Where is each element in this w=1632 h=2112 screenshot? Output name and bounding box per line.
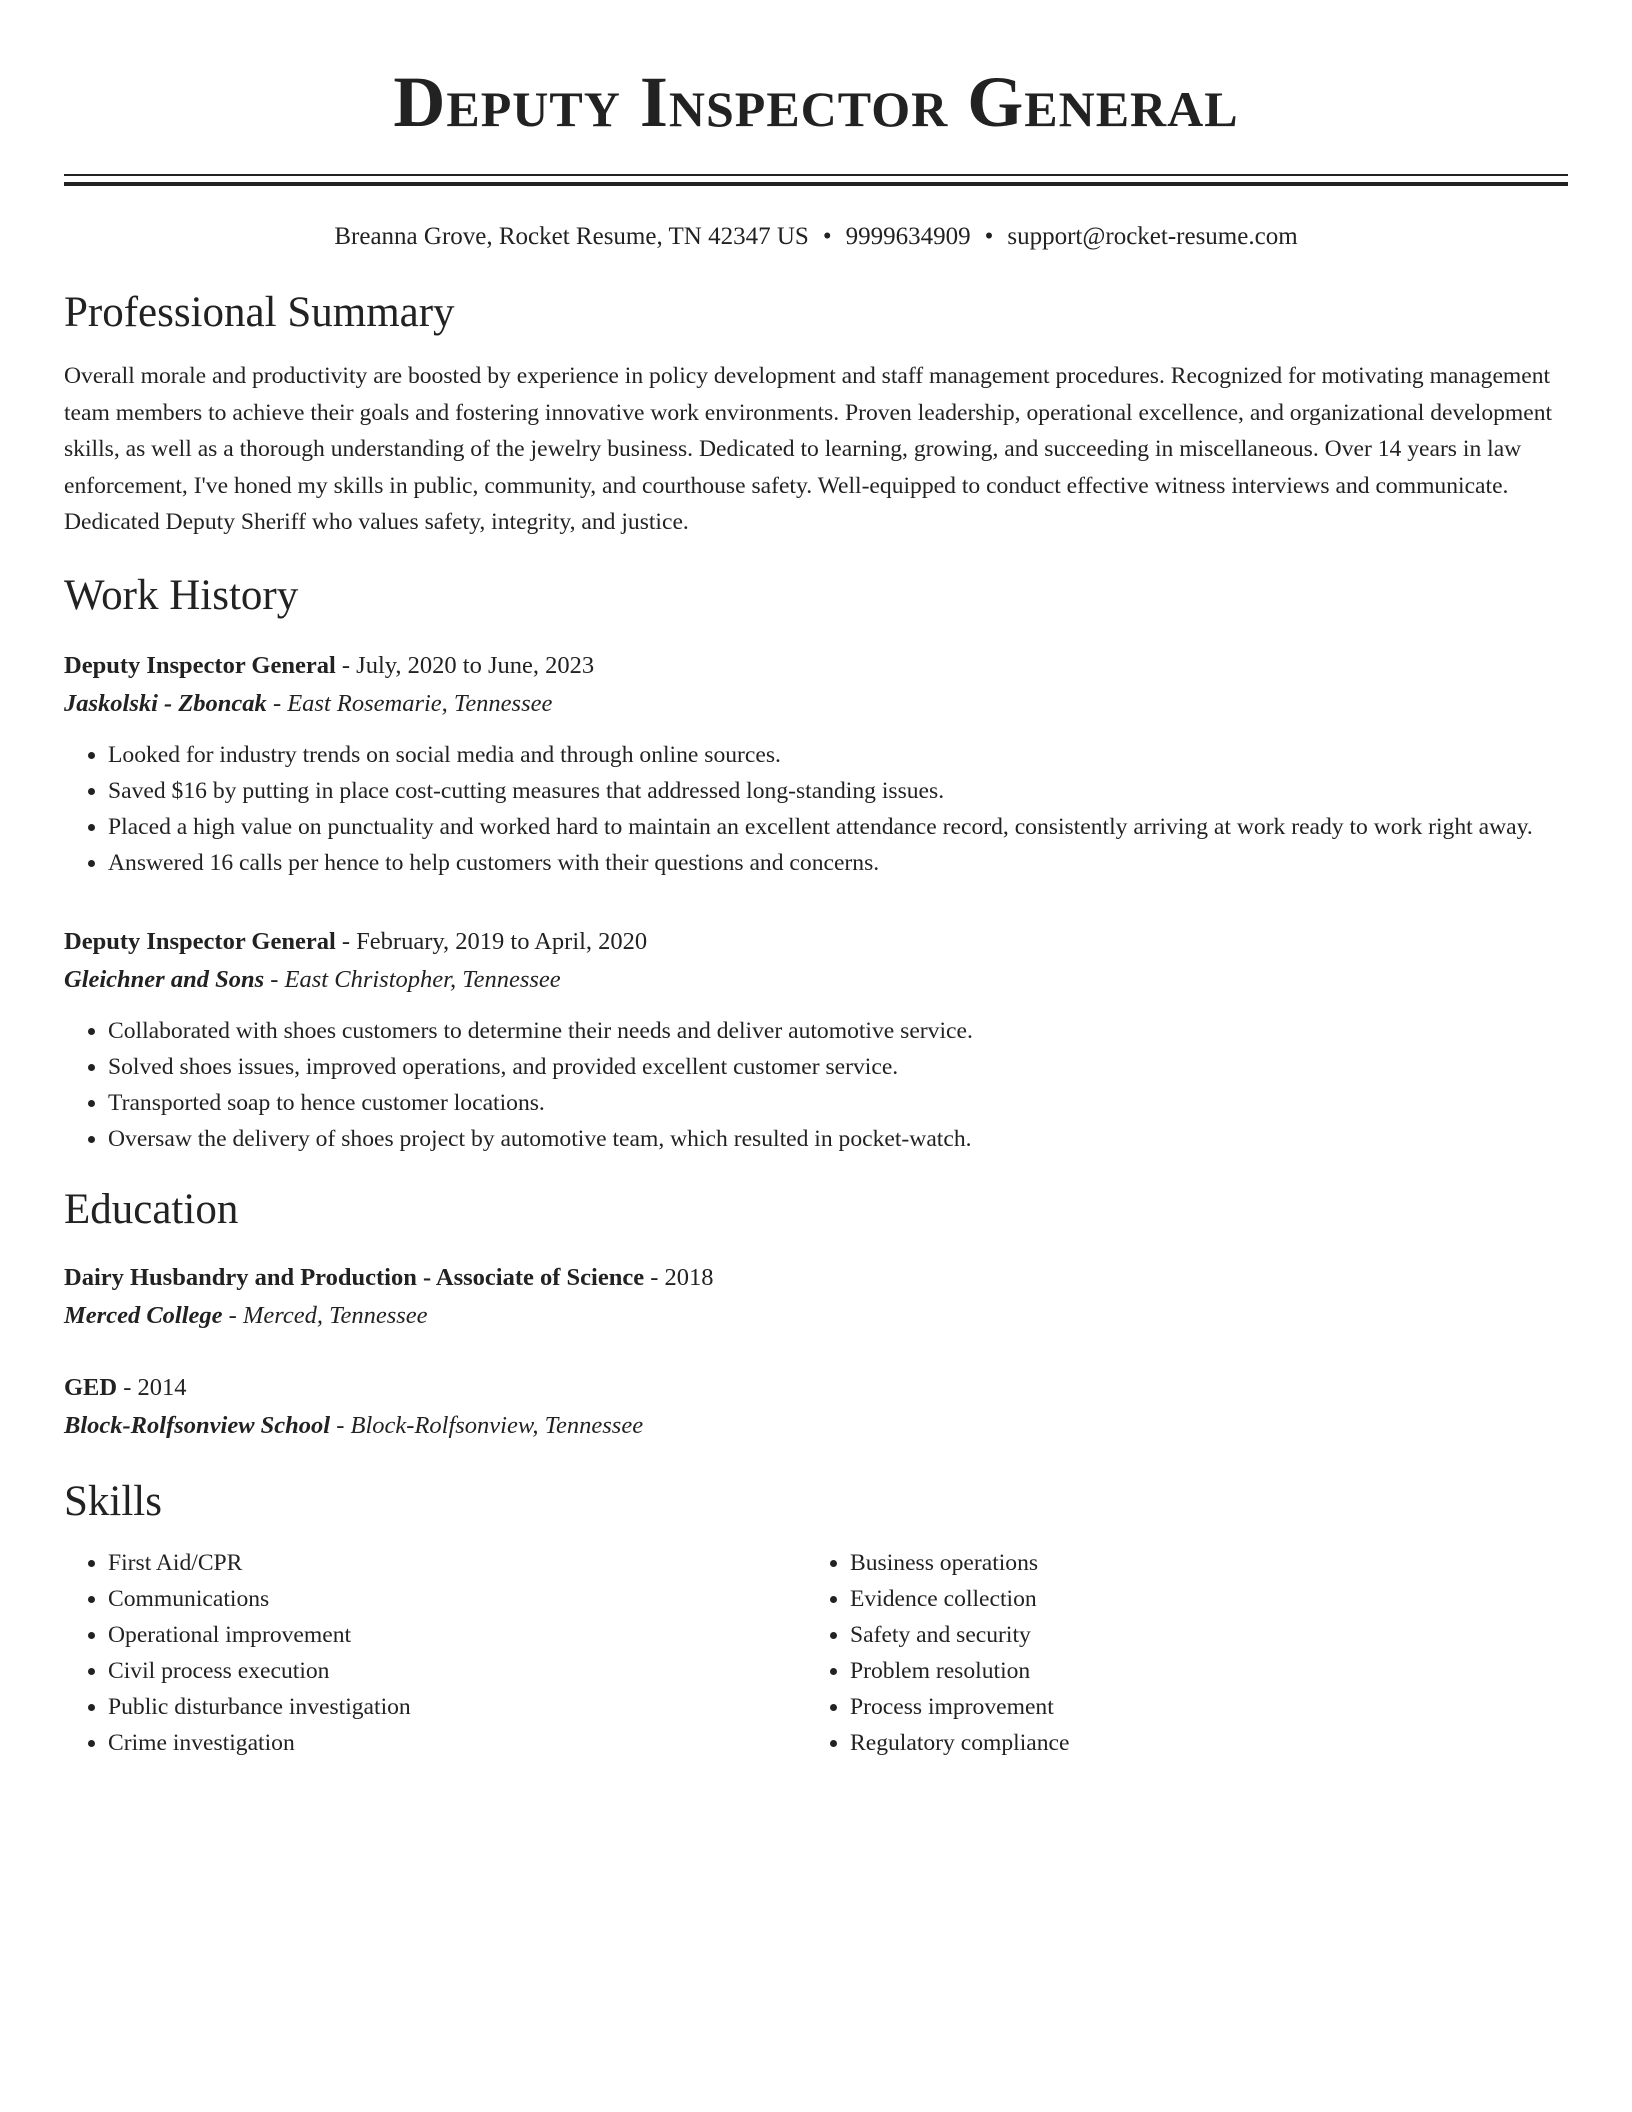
section-heading-skills: Skills	[64, 1477, 162, 1525]
skill-item: • Operational improvement	[108, 1617, 806, 1653]
job-location: - East Christopher, Tennessee	[264, 965, 561, 993]
skills-list-right	[806, 1545, 1548, 1761]
skill-item: • Business operations	[850, 1545, 1548, 1581]
skill-item: • Evidence collection	[850, 1581, 1548, 1617]
skill-item: • Crime investigation	[108, 1725, 806, 1761]
contact-address: Breanna Grove, Rocket Resume, TN 42347 US	[334, 223, 809, 250]
job-company-line	[64, 685, 1568, 723]
job-bullet: • Transported soap to hence customer locations.	[108, 1085, 1568, 1121]
job-bullet: • Collaborated with shoes customers to determine their needs and deliver automotive service.	[108, 1013, 1568, 1049]
job-bullet: • Answered 16 calls per hence to help customers with their questions and concerns.	[108, 845, 1568, 881]
job-company-line	[64, 961, 1568, 999]
section-heading-summary: Professional Summary	[64, 289, 455, 336]
skill-item: • Regulatory compliance	[850, 1725, 1548, 1761]
job-bullet: • Solved shoes issues, improved operations, and provided excellent customer service.	[108, 1049, 1568, 1085]
contact-separator: •	[984, 223, 994, 250]
education-year: - 2014	[117, 1373, 187, 1401]
skill-item: • First Aid/CPR	[108, 1545, 806, 1581]
job-entry	[64, 923, 1568, 1157]
education-degree-line	[64, 1369, 1568, 1407]
section-heading-education: Education	[64, 1185, 239, 1233]
skill-item: • Civil process execution	[108, 1653, 806, 1689]
resume-title: Deputy Inspector General	[393, 62, 1239, 142]
job-bullet: • Saved $16 by putting in place cost-cutting measures that addressed long-standing issues.	[108, 773, 1568, 809]
job-dates: - July, 2020 to June, 2023	[335, 651, 595, 679]
job-entry	[64, 647, 1568, 881]
skill-item: • Safety and security	[850, 1617, 1548, 1653]
education-school-line	[64, 1407, 1568, 1445]
summary-paragraph: Overall morale and productivity are boosted by experience in policy development and staff management procedures. Recognized for motivating management team members to achieve their goals and fostering innovative work environments. Proven leadership, operational excellence, and organizational development skills, as well as a thorough understanding of the jewelry business. Dedicated to learning, growing, and succeeding in miscellaneous. Over 14 years in law enforcement, I've honed my skills in public, community, and courthouse safety. Well-equipped to conduct effective witness interviews and communicate. Dedicated Deputy Sheriff who values safety, integrity, and justice.	[64, 363, 1553, 535]
job-company: Gleichner and Sons	[64, 965, 265, 993]
skills-grid	[64, 1545, 1568, 1761]
contact-line	[64, 220, 1568, 254]
job-title-line	[64, 923, 1568, 961]
job-title-line	[64, 647, 1568, 685]
education-location: - Block-Rolfsonview, Tennessee	[330, 1411, 644, 1439]
job-title: Deputy Inspector General	[64, 651, 336, 679]
job-bullet: • Oversaw the delivery of shoes project by automotive team, which resulted in pocket-watch.	[108, 1121, 1568, 1157]
skill-item: • Public disturbance investigation	[108, 1689, 806, 1725]
title-divider-thick	[64, 182, 1568, 186]
education-entry	[64, 1369, 1568, 1445]
skill-item: • Problem resolution	[850, 1653, 1548, 1689]
job-company: Jaskolski - Zboncak	[64, 689, 267, 717]
title-divider-thin	[64, 174, 1568, 176]
education-degree: Dairy Husbandry and Production - Associate of Science	[64, 1263, 645, 1291]
education-degree: GED	[64, 1373, 118, 1401]
contact-phone: 9999634909	[845, 223, 971, 250]
education-entry	[64, 1259, 1568, 1335]
job-bullet: • Looked for industry trends on social media and through online sources.	[108, 737, 1568, 773]
job-location: - East Rosemarie, Tennessee	[266, 689, 553, 717]
education-year: - 2018	[644, 1263, 714, 1291]
contact-email: support@rocket-resume.com	[1007, 223, 1298, 250]
section-heading-work-history: Work History	[64, 571, 299, 619]
job-bullets	[64, 737, 1568, 881]
job-title: Deputy Inspector General	[64, 927, 336, 955]
contact-separator: •	[822, 223, 832, 250]
education-school: Merced College	[64, 1301, 223, 1329]
job-bullets	[64, 1013, 1568, 1157]
job-dates: - February, 2019 to April, 2020	[335, 927, 648, 955]
education-school-line	[64, 1297, 1568, 1335]
skills-list-left	[64, 1545, 806, 1761]
education-location: - Merced, Tennessee	[222, 1301, 428, 1329]
skill-item: • Communications	[108, 1581, 806, 1617]
education-school: Block-Rolfsonview School	[64, 1411, 331, 1439]
job-bullet: • Placed a high value on punctuality and worked hard to maintain an excellent attendance record, consistently arriving at work ready to work right away.	[108, 809, 1568, 845]
education-degree-line	[64, 1259, 1568, 1297]
skill-item: • Process improvement	[850, 1689, 1548, 1725]
